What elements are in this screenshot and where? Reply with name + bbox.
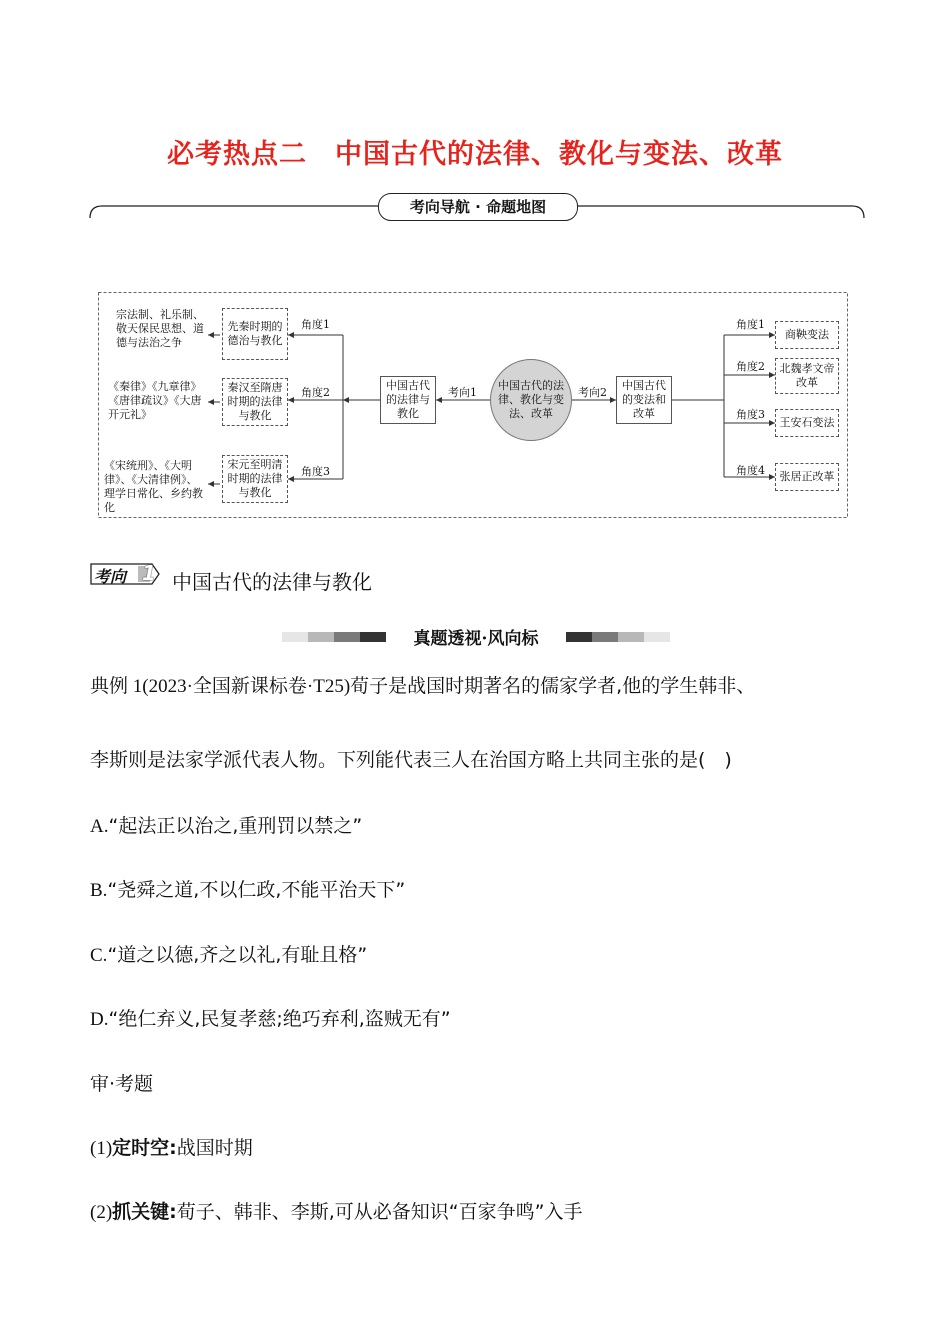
right-angle1-label: 角度1 [736, 318, 765, 331]
box-qin-han-sui-tang: 秦汉至隋唐时期的法律与教化 [222, 378, 288, 426]
left-hub-label: 考向1 [448, 386, 477, 399]
box-pre-qin: 先秦时期的德治与教化 [222, 308, 288, 360]
review-item-1 [90, 1134, 253, 1163]
detail-angle3-left: 《宋统刑》、《大明律》、《大清律例》、理学日常化、乡约教化 [104, 459, 203, 514]
option-a-letter: A. [90, 816, 109, 837]
detail-angle2-left: 《秦律》《九章律》《唐律疏议》《大唐开元礼》 [108, 380, 202, 421]
option-c-text: “道之以德,齐之以礼,有耻且格” [107, 944, 368, 966]
review-item-1-text: 战国时期 [176, 1137, 253, 1159]
review-heading: 审·考题 [90, 1073, 154, 1095]
right-angle2-label: 角度2 [736, 360, 765, 373]
left-hub-box: 中国古代的法律与教化 [380, 376, 436, 424]
left-angle2-label: 角度2 [301, 386, 330, 399]
option-c-letter: C. [90, 945, 108, 966]
nav-badge: 考向导航 · 命题地图 [378, 193, 578, 221]
option-d-text: “绝仁弃义,民复孝慈;绝巧弃利,盗贼无有” [108, 1008, 451, 1030]
right-angle4-label: 角度4 [736, 464, 765, 477]
option-a [90, 812, 362, 841]
right-angle3-label: 角度3 [736, 408, 765, 421]
left-angle1-label: 角度1 [301, 318, 330, 331]
example-line2: 李斯则是法家学派代表人物。下列能代表三人在治国方略上共同主张的是( ) [90, 749, 732, 771]
banner-title: 真题透视·风向标 [388, 624, 564, 649]
review-item-1-key: 定时空: [112, 1137, 177, 1159]
option-d [90, 1005, 451, 1034]
example-prefix: 典例 1(2023·全国新课标卷·T25) [90, 676, 351, 697]
box-zhang-juzheng: 张居正改革 [775, 463, 839, 491]
box-wang-anshi: 王安石变法 [775, 409, 839, 437]
option-b [90, 876, 405, 905]
section-title: 中国古代的法律与教化 [172, 570, 372, 594]
review-item-2-text: 荀子、韩非、李斯,可从必备知识“百家争鸣”入手 [176, 1201, 583, 1223]
left-angle3-label: 角度3 [301, 465, 330, 478]
option-d-letter: D. [90, 1009, 109, 1030]
example-line1 [90, 672, 880, 701]
option-c [90, 941, 367, 970]
box-song-yuan-ming-qing: 宋元至明清时期的法律与教化 [222, 455, 288, 503]
review-item-2-num: (2) [90, 1202, 113, 1223]
review-item-2 [90, 1198, 583, 1227]
center-topic-circle: 中国古代的法律、教化与变法、改革 [490, 359, 572, 441]
option-b-text: “尧舜之道,不以仁政,不能平治天下” [107, 879, 406, 901]
option-a-text: “起法正以治之,重刑罚以禁之” [108, 815, 363, 837]
section-tag-number: 1 [142, 561, 156, 585]
review-item-1-num: (1) [90, 1138, 113, 1159]
right-hub-box: 中国古代的变法和改革 [616, 376, 672, 424]
review-item-2-key: 抓关键: [112, 1201, 177, 1223]
example-text-1: 荀子是战国时期著名的儒家学者,他的学生韩非、 [350, 675, 756, 697]
section-tag-text: 考向 [94, 567, 127, 586]
detail-angle1-left: 宗法制、礼乐制、敬天保民思想、道德与法治之争 [116, 308, 204, 349]
topic-mind-map [98, 292, 848, 518]
box-xiaowen: 北魏孝文帝改革 [775, 358, 839, 394]
box-shang-yang: 商鞅变法 [775, 321, 839, 349]
right-hub-label: 考向2 [578, 386, 607, 399]
option-b-letter: B. [90, 880, 108, 901]
page-title: 必考热点二 中国古代的法律、教化与变法、改革 [167, 139, 783, 170]
